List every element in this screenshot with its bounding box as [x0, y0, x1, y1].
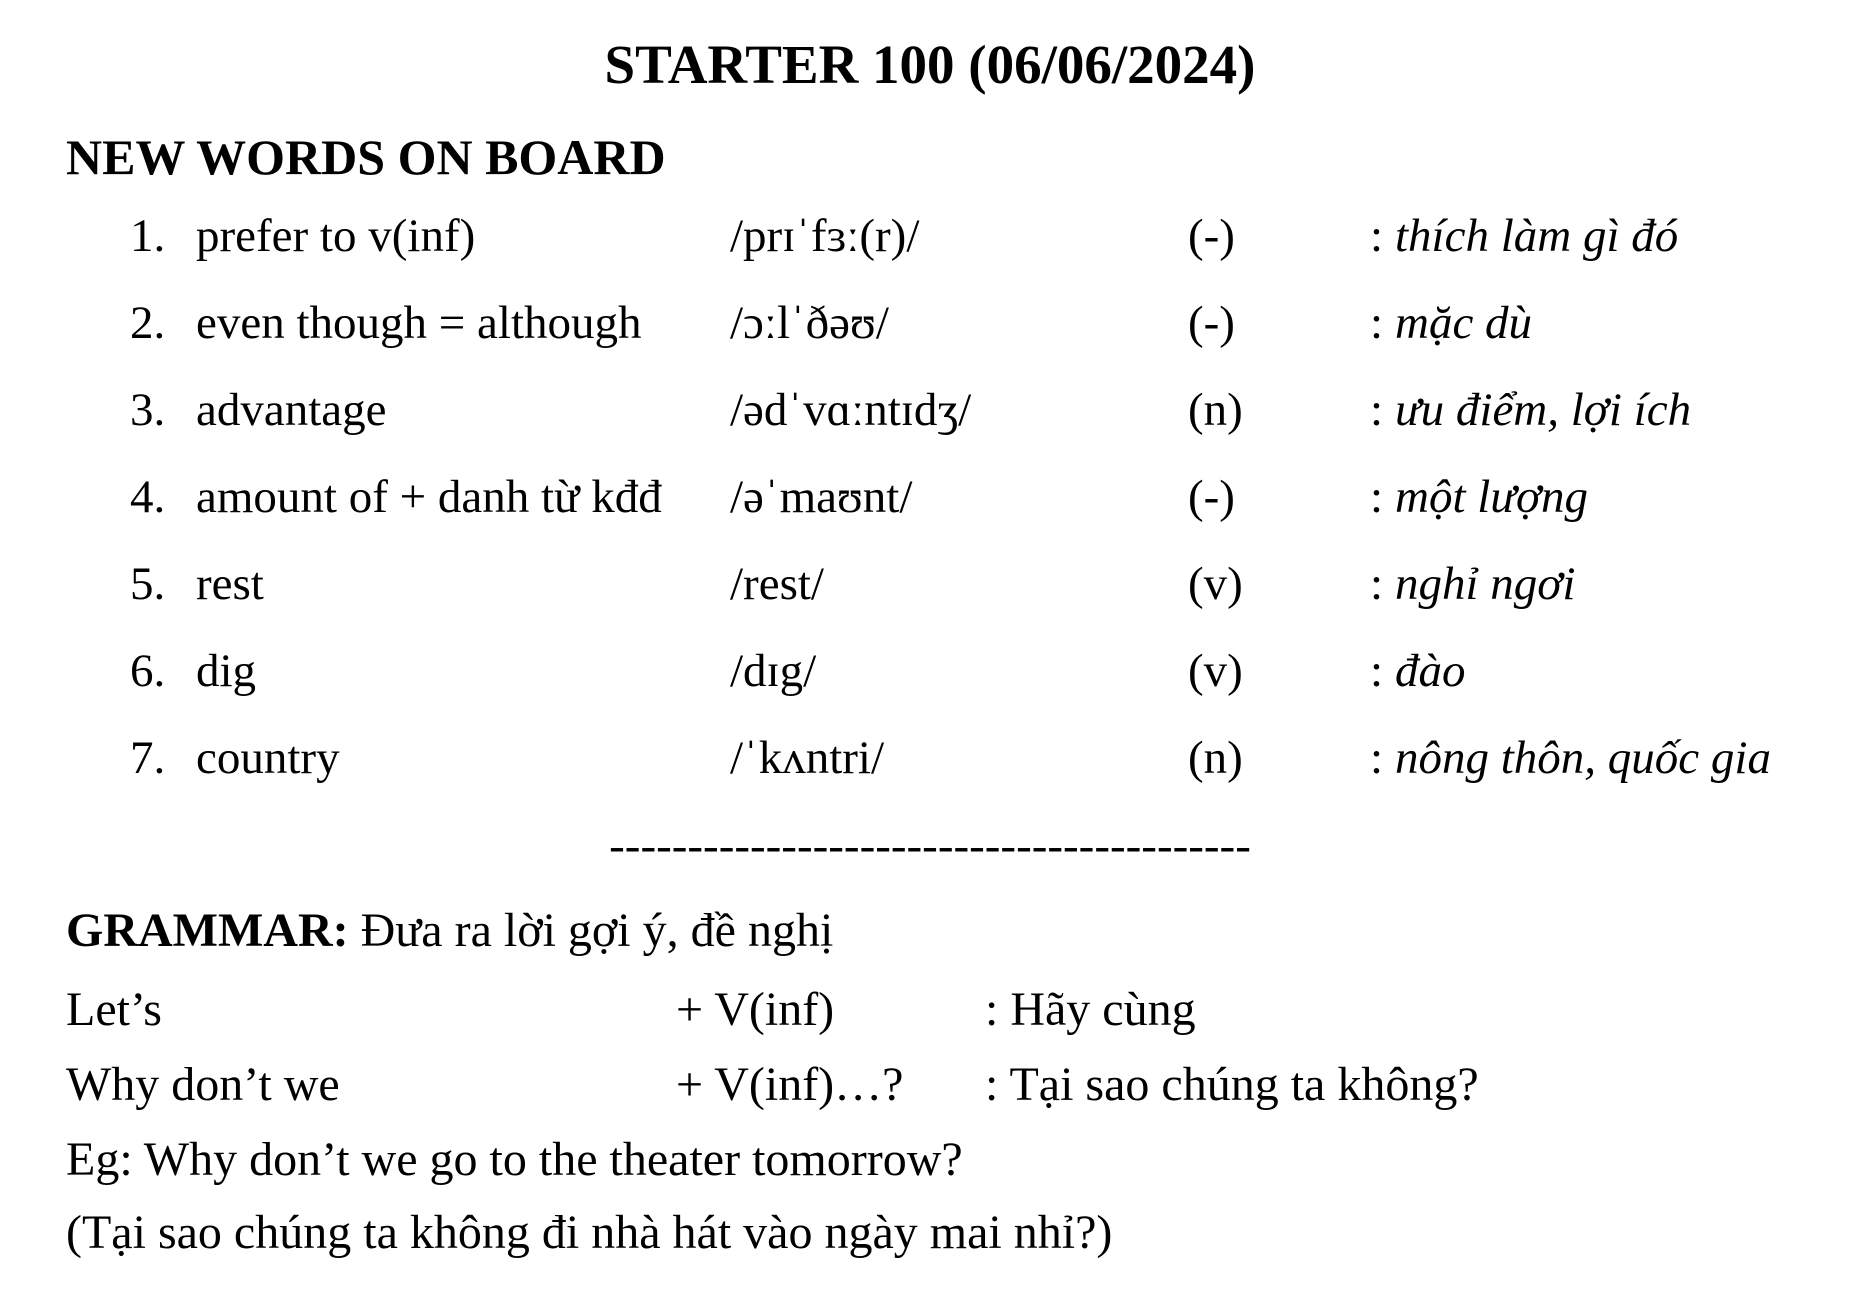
vocab-row [0, 375, 1860, 445]
vocab-number: 1. [130, 210, 166, 262]
grammar-structure-row [0, 1049, 1860, 1121]
vocab-colon: : [1370, 297, 1384, 349]
vocab-pos: (-) [1188, 297, 1235, 349]
structure-form: + V(inf)…? [676, 1058, 904, 1111]
vocab-pos: (v) [1188, 558, 1243, 610]
vocab-word: dig [196, 645, 257, 697]
structure-phrase: Let’s [66, 983, 162, 1036]
grammar-label: GRAMMAR: [66, 904, 349, 957]
vocab-pos: (n) [1188, 384, 1243, 436]
vocab-colon: : [1370, 732, 1384, 784]
vocab-colon: : [1370, 645, 1384, 697]
vocab-pos: (-) [1188, 210, 1235, 262]
vocab-colon: : [1370, 558, 1384, 610]
grammar-heading [66, 898, 833, 964]
vocab-meaning: ưu điểm, lợi ích [1395, 384, 1692, 436]
vocab-ipa: /dɪg/ [730, 645, 817, 697]
vocab-ipa: /ədˈvɑːntɪdʒ/ [730, 384, 972, 436]
vocab-word: prefer to v(inf) [196, 210, 476, 262]
vocab-heading: NEW WORDS ON BOARD [66, 129, 666, 185]
vocab-number: 7. [130, 732, 166, 784]
vocab-word: advantage [196, 384, 387, 436]
vocab-row [0, 549, 1860, 619]
vocab-colon: : [1370, 210, 1384, 262]
structure-meaning: : Tại sao chúng ta không? [985, 1058, 1479, 1111]
vocab-meaning: mặc dù [1395, 297, 1533, 349]
vocab-number: 2. [130, 297, 166, 349]
vocab-word: rest [196, 558, 264, 610]
vocab-number: 6. [130, 645, 166, 697]
vocab-meaning: một lượng [1395, 471, 1589, 523]
vocab-row [0, 201, 1860, 271]
vocab-meaning: thích làm gì đó [1395, 210, 1679, 262]
vocab-row [0, 723, 1860, 793]
vocab-word: country [196, 732, 340, 784]
section-divider: ----------------------------------------- [609, 820, 1251, 872]
structure-meaning: : Hãy cùng [985, 983, 1196, 1036]
vocab-number: 5. [130, 558, 166, 610]
vocab-ipa: /rest/ [730, 558, 824, 610]
vocab-pos: (n) [1188, 732, 1243, 784]
document-title: STARTER 100 (06/06/2024) [604, 34, 1256, 95]
grammar-structure-row [0, 974, 1860, 1046]
vocab-colon: : [1370, 384, 1384, 436]
vocab-colon: : [1370, 471, 1384, 523]
grammar-example-translation: (Tại sao chúng ta không đi nhà hát vào ngày mai nhỉ?) [66, 1206, 1113, 1259]
vocab-number: 3. [130, 384, 166, 436]
vocab-row [0, 462, 1860, 532]
vocab-word: amount of + danh từ kđđ [196, 471, 662, 523]
vocab-row [0, 636, 1860, 706]
vocab-meaning: nghỉ ngơi [1395, 558, 1576, 610]
vocab-row [0, 288, 1860, 358]
vocab-meaning: nông thôn, quốc gia [1395, 732, 1771, 784]
vocab-number: 4. [130, 471, 166, 523]
vocab-ipa: /əˈmaʊnt/ [730, 471, 913, 523]
vocab-meaning: đào [1395, 645, 1466, 697]
structure-phrase: Why don’t we [66, 1058, 340, 1111]
vocab-ipa: /prɪˈfɜː(r)/ [730, 210, 920, 262]
grammar-topic: Đưa ra lời gợi ý, đề nghị [348, 904, 834, 957]
vocab-pos: (v) [1188, 645, 1243, 697]
vocab-pos: (-) [1188, 471, 1235, 523]
vocab-word: even though = although [196, 297, 642, 349]
vocab-ipa: /ɔːlˈðəʊ/ [730, 297, 889, 349]
vocab-ipa: /ˈkʌntri/ [730, 732, 885, 784]
grammar-example: Eg: Why don’t we go to the theater tomorrow? [66, 1133, 963, 1186]
structure-form: + V(inf) [676, 983, 835, 1036]
